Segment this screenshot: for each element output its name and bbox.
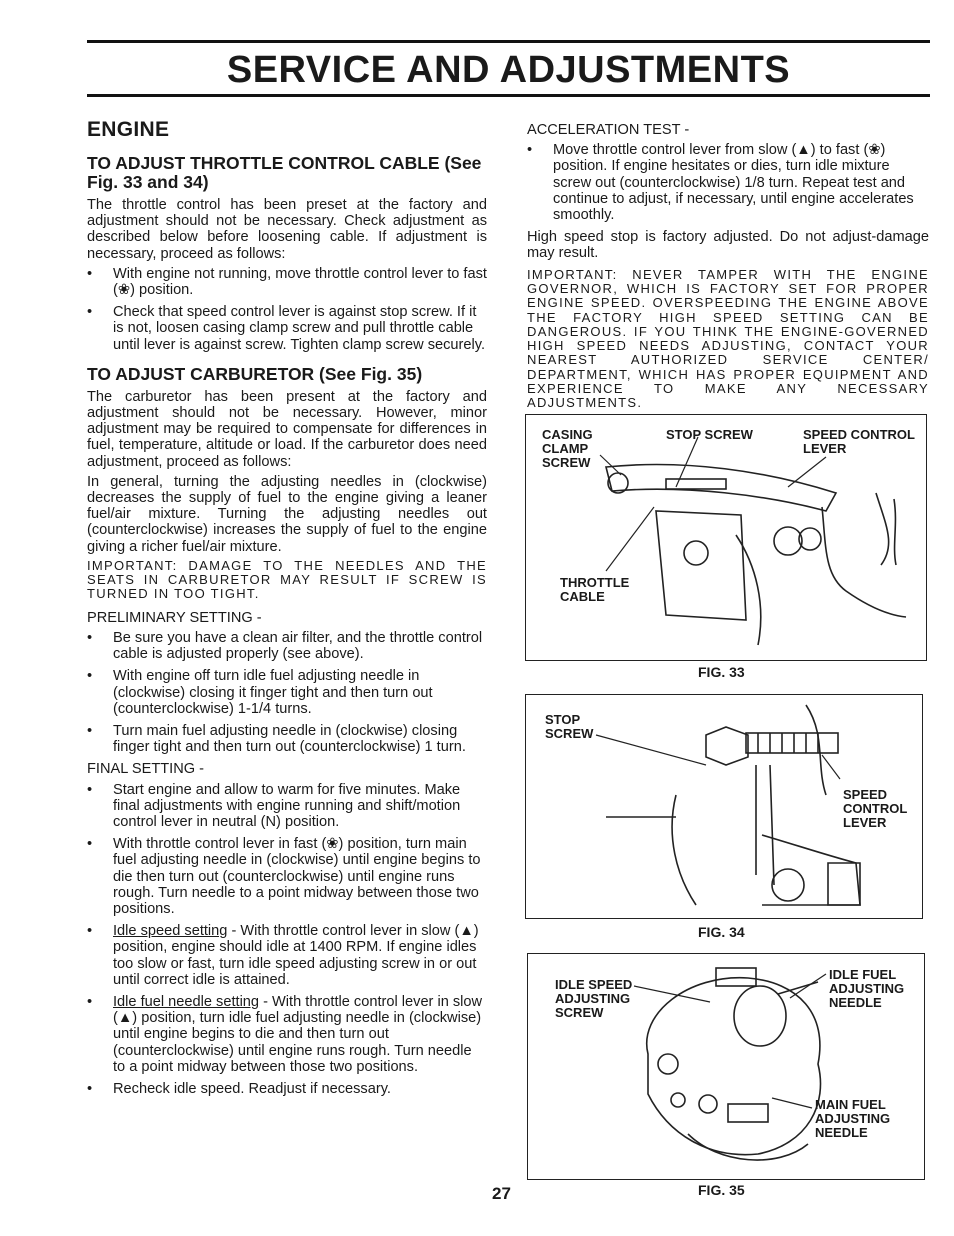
final-label: FINAL SETTING -: [87, 761, 205, 778]
list-item: • Move throttle control lever from slow (▲) to fast (❀) position. If engine hesitates or dies, turn idle mixture screw out (counterclockwise) 1/8 turn. Repeat test and continue to adjust, if necessary, until engine accelerates smoothly.: [527, 142, 929, 223]
throttle-intro: The throttle control has been preset at the factory and adjustment should not be necessary. Check adjustment as described below before loosening cable. If adjustment is necessary, proceed as follows:: [87, 197, 487, 262]
list-item: • With engine off turn idle fuel adjusting needle in (clockwise) closing it finger tight and then turn out (counterclockwise) 1-1/4 turns.: [87, 668, 487, 717]
fig35-idle-speed-label: IDLE SPEED ADJUSTING SCREW: [555, 977, 633, 1020]
figure-35: [527, 953, 925, 1180]
carb-important: IMPORTANT: DAMAGE TO THE NEEDLES AND THE SEATS IN CARBURETOR MAY RESULT IF SCREW IS TURNED IN TOO TIGHT.: [87, 557, 487, 602]
idle-fuel-title: Idle fuel needle setting: [113, 994, 260, 1011]
fig34-speed-label: SPEED CONTROL LEVER: [843, 787, 908, 830]
top-rule: [87, 40, 930, 43]
high-speed-note: High speed stop is factory adjusted. Do not adjust-damage may result.: [527, 229, 929, 262]
list-item: • With throttle control lever in fast (❀) position, turn main fuel adjusting needle in (clockwise) until engine begins to die then turn out (counterclockwise) until engine runs rough. Turn needle to a point midway between those two positions.: [87, 836, 487, 917]
list-item: • Be sure you have a clean air filter, and the throttle control cable is adjusted properly (see above).: [87, 630, 487, 662]
right-column: [527, 122, 929, 419]
final-steps: [87, 782, 487, 1098]
carburetor-heading: TO ADJUST CARBURETOR (See Fig. 35): [87, 363, 423, 384]
engine-heading: ENGINE: [87, 118, 170, 141]
accel-label: ACCELERATION TEST -: [527, 122, 690, 138]
left-column: [87, 118, 487, 1103]
idle-fuel-text: - With throttle control lever in slow (▲) position, turn idle fuel adjusting needle in (clockwise) until engine begins to die and then turn out (counterclockwise) until engine runs rough. Turn needle to a point midway between those two positions.: [113, 994, 483, 1075]
fig35-caption: FIG. 35: [698, 1182, 745, 1198]
fig33-stop-label: STOP SCREW: [666, 427, 753, 442]
prelim-label: PRELIMINARY SETTING -: [87, 609, 262, 626]
throttle-steps: [87, 266, 487, 353]
fig33-caption: FIG. 33: [698, 664, 745, 680]
carb-needles-text: In general, turning the adjusting needles in (clockwise) decreases the supply of fuel to the engine giving a leaner fuel/air mixture. Turning the adjusting needles out (counterclockwise) increases the supply of fuel to the engine giving a richer fuel/air mixture.: [87, 473, 487, 555]
figure-34: [525, 694, 923, 919]
figure-33: [525, 414, 927, 661]
list-item: • With engine not running, move throttle control lever to fast (❀) position.: [87, 266, 487, 298]
page-number: 27: [492, 1184, 511, 1203]
list-item: [87, 994, 487, 1075]
prelim-steps: [87, 630, 487, 755]
fig33-casing-label: CASING CLAMP SCREW: [542, 427, 593, 470]
fig35-idle-fuel-label: IDLE FUEL ADJUSTING NEEDLE: [829, 967, 905, 1010]
fig33-speed-label: SPEED CONTROL LEVER: [803, 427, 915, 456]
list-item: [87, 923, 487, 988]
list-item: • Recheck idle speed. Readjust if necessary.: [87, 1081, 487, 1097]
governor-important: IMPORTANT: NEVER TAMPER WITH THE ENGINE GOVERNOR, WHICH IS FACTORY SET FOR PROPER ENGINE SPEED. OVERSPEEDING THE ENGINE ABOVE THE FACTORY HIGH SPEED SETTING CAN BE DANGEROUS. IF YOU THINK THE ENGINE-GOVERNED HIGH SPEED NEEDS ADJUSTING, CONTACT YOUR NEAREST AUTHORIZED SERVICE CENTER/ DEPARTMENT, WHICH HAS PROPER EQUIPMENT AND EXPERIENCE TO MAKE ANY NECESSARY ADJUSTMENTS.: [527, 266, 929, 411]
fig34-stop-label: STOP SCREW: [545, 712, 594, 741]
list-item: • Start engine and allow to warm for five minutes. Make final adjustments with engine running and shift/motion control lever in neutral (N) position.: [87, 782, 487, 831]
list-item: • Turn main fuel adjusting needle in (clockwise) closing finger tight and then turn out (counterclockwise) 1 turn.: [87, 723, 487, 755]
fig34-caption: FIG. 34: [698, 924, 745, 940]
page-title: SERVICE AND ADJUSTMENTS: [226, 49, 791, 91]
fig33-cable-label: THROTTLE CABLE: [560, 575, 630, 604]
accel-steps: [527, 142, 929, 223]
idle-speed-title: Idle speed setting: [113, 923, 228, 940]
idle-speed-text: - With throttle control lever in slow (▲) position, engine should idle at 1400 RPM. If engine idles too slow or fast, turn idle speed adjusting screw in or out until correct idle is attained.: [113, 923, 479, 988]
list-item: • Check that speed control lever is against stop screw. If it is not, loosen casing clamp screw and pull throttle cable until lever is against screw. Tighten clamp screw securely.: [87, 304, 487, 353]
title-rule: [87, 94, 930, 97]
throttle-heading: TO ADJUST THROTTLE CONTROL CABLE (See Fig. 33 and 34): [87, 153, 482, 192]
fig35-main-fuel-label: MAIN FUEL ADJUSTING NEEDLE: [815, 1097, 891, 1140]
carb-intro: The carburetor has been present at the factory and adjustment should not be necessary. However, minor adjustment may be required to compensate for differences in fuel, temperature, altitude or load. If the carburetor does need adjustment, proceed as follows:: [87, 388, 487, 470]
